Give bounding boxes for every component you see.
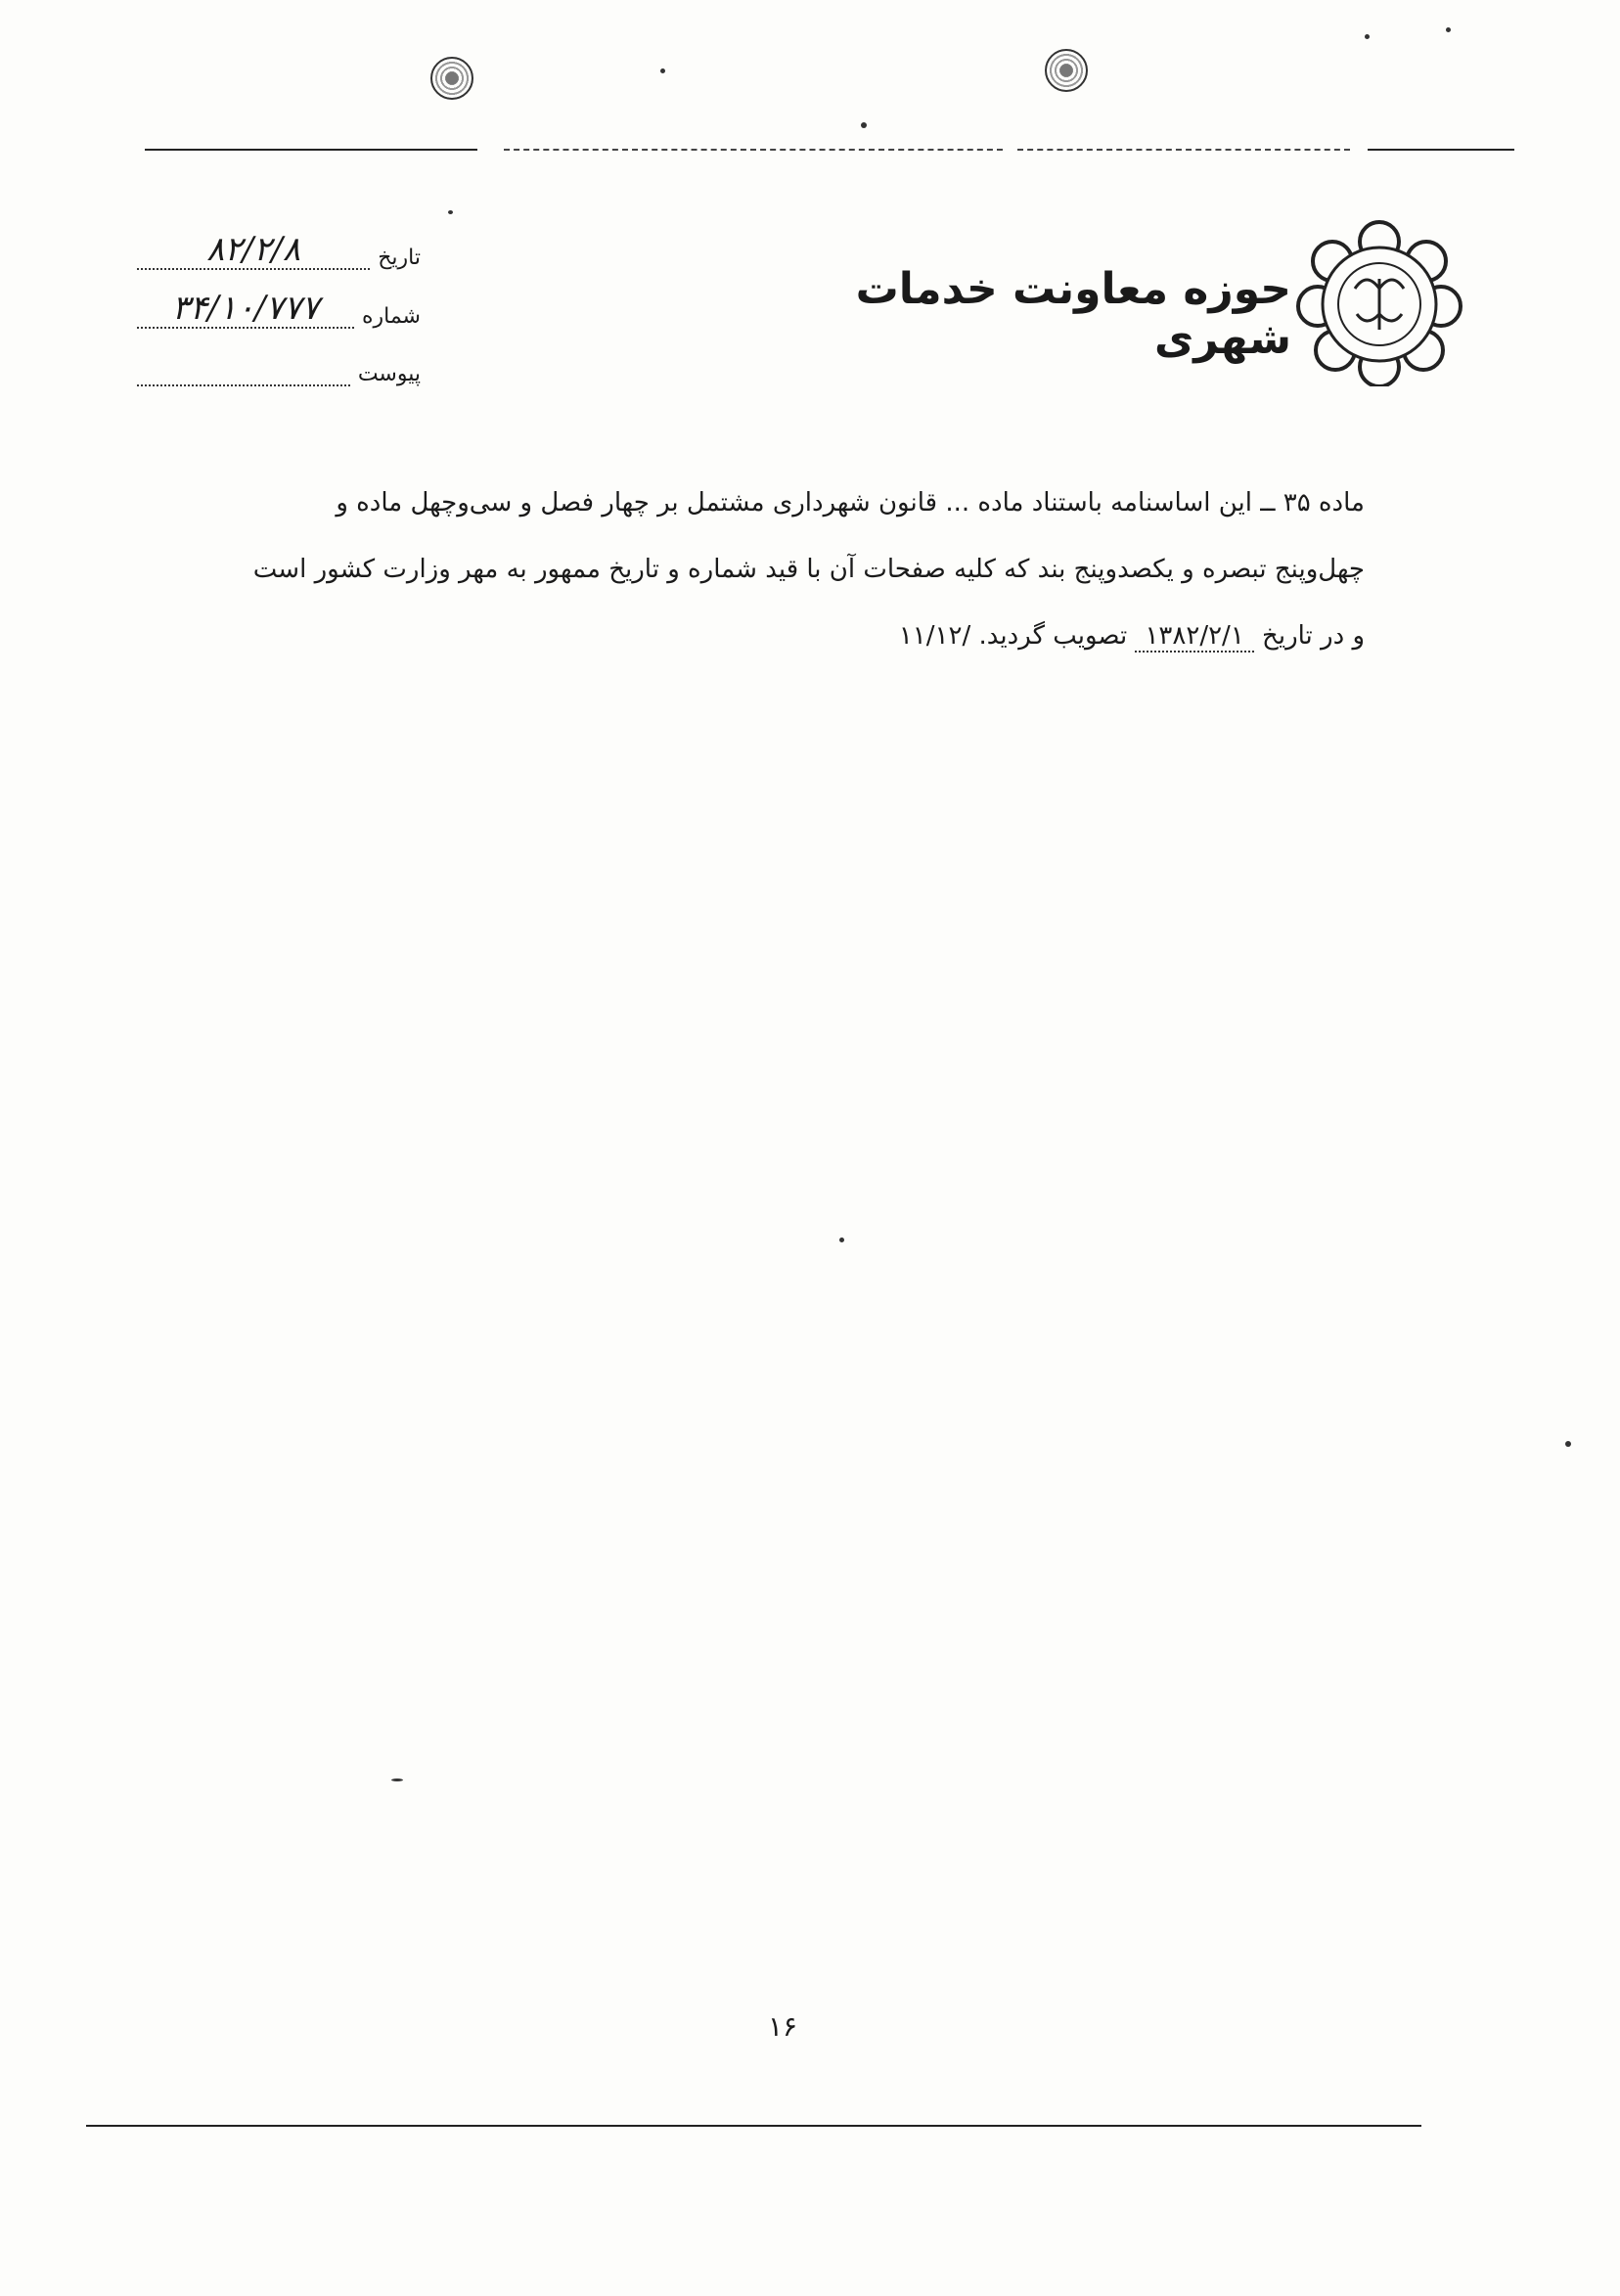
article-line-2: چهل‌وپنج تبصره و یکصدوپنج بند که کلیه صفحات آن با قید شماره و تاریخ ممهور به مهر وزارت کشور است — [252, 555, 1365, 584]
line3-suffix: /۱۱/۱۲ — [898, 621, 971, 651]
approval-date: ۱۳۸۲/۲/۱ — [1135, 621, 1253, 653]
stamp-mark-right — [1045, 49, 1088, 92]
department-title: حوزه معاونت خدمات شهری — [855, 264, 1291, 364]
top-rule-4 — [1368, 149, 1514, 151]
number-field — [137, 289, 421, 329]
line3-prefix: و در تاریخ — [1262, 621, 1365, 651]
number-label: شماره — [361, 304, 421, 329]
scan-speck — [660, 68, 665, 73]
municipality-logo — [1296, 220, 1462, 386]
attachment-label: پیوست — [357, 362, 421, 386]
top-rule-3 — [1017, 149, 1350, 151]
page-number: ۱۶ — [767, 2010, 798, 2043]
scan-speck — [839, 1238, 844, 1242]
date-label: تاریخ — [378, 246, 421, 270]
scan-speck — [861, 122, 867, 128]
footer-rule — [86, 2125, 1421, 2127]
scan-speck — [391, 1778, 403, 1781]
scan-speck — [1565, 1441, 1571, 1447]
number-value: ۳۴/۱۰/۷۷۷ — [137, 292, 354, 329]
article-35-paragraph — [240, 470, 1365, 669]
article-line-3 — [240, 603, 1365, 669]
top-rule-1 — [145, 149, 477, 151]
top-rule-2 — [504, 149, 1003, 151]
attachment-value — [137, 363, 350, 386]
stamp-mark-left — [430, 57, 473, 100]
article-line-1: ماده ۳۵ ــ این اساسنامه باستناد ماده ... قانون شهرداری مشتمل بر چهار فصل و سی‌وچهل ماده و — [336, 488, 1365, 518]
scan-speck — [448, 210, 453, 214]
date-value: ۸۲/۲/۸ — [137, 233, 370, 270]
date-field — [137, 230, 421, 270]
line3-middle: تصویب گردید. — [978, 621, 1128, 651]
scan-speck — [1446, 27, 1451, 32]
scan-speck — [1365, 34, 1370, 39]
attachment-field — [137, 362, 421, 386]
